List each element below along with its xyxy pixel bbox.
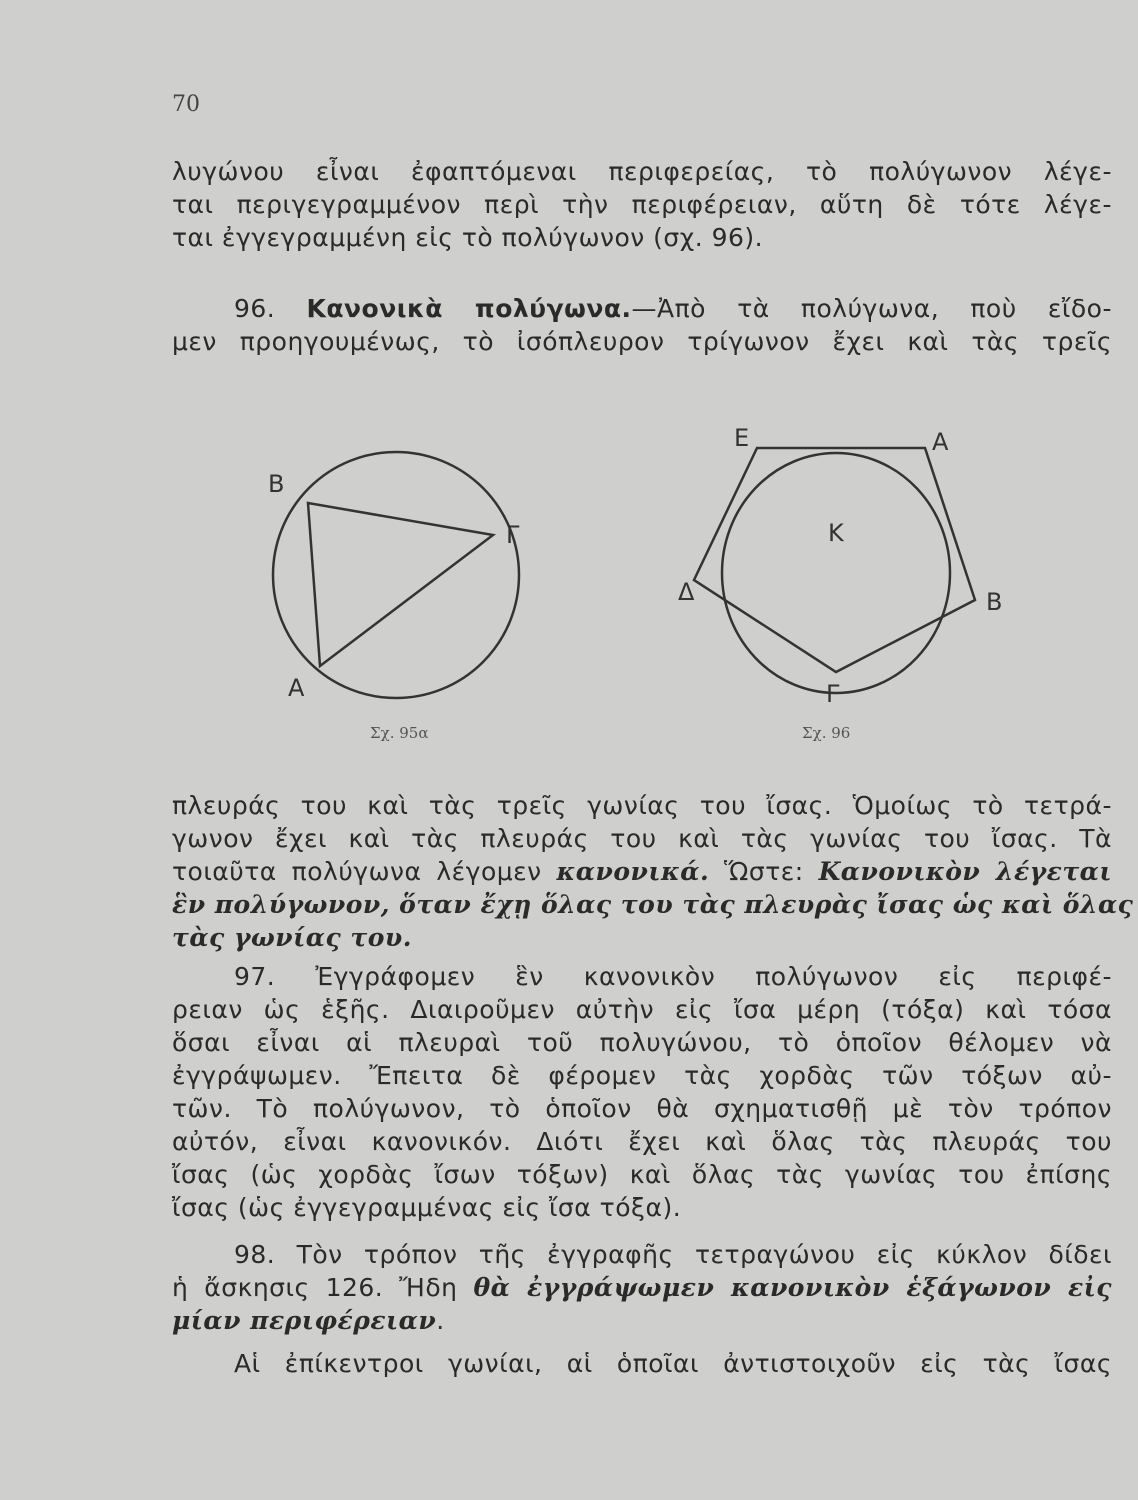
figures-area [0,400,1138,760]
emphasis-term: κανονικά. [556,857,710,886]
circle [273,452,519,698]
vertex-label-g: Γ [826,680,840,708]
text-line: ται περιγεγραμμένον περὶ τὴν περιφέρειαν, αὕτη δὲ τότε λέγε- [172,190,1112,219]
text-line [172,855,1112,888]
text-line [172,1271,1112,1304]
section-number: 96. [234,294,276,323]
page-number: 70 [172,92,200,117]
text-line [172,1304,1112,1337]
emphasis-definition-line: ἓν πολύγωνον, ὅταν ἔχῃ ὅλας του τὰς πλευρὰς ἴσας ὡς καὶ ὅλας [172,890,1134,919]
text-fragment: —Ἀπὸ τὰ πολύγωνα, ποὺ εἴδο- [631,294,1112,323]
text-line: πλευράς του καὶ τὰς τρεῖς γωνίας του ἴσας. Ὁμοίως τὸ τετρά- [172,791,1112,820]
figure-96 [678,424,1002,742]
text-line: ρειαν ὡς ἑξῆς. Διαιροῦμεν αὐτὴν εἰς ἴσα μέρη (τόξα) καὶ τόσα [172,995,1112,1024]
vertex-label-a: Α [932,428,949,456]
intro-paragraph [172,155,1112,254]
section-title: Κανονικὰ πολύγωνα. [306,294,632,323]
section-97 [172,960,1112,1224]
figure-95a [268,452,520,742]
text-line: Αἱ ἐπίκεντροι γωνίαι, αἱ ὁποῖαι ἀντιστοιχοῦν εἰς τὰς ἴσας [234,1349,1112,1378]
vertex-label-a: Α [288,674,305,702]
text-line: μεν προηγουμένως, τὸ ἰσόπλευρον τρίγωνον ἔχει καὶ τὰς τρεῖς [172,327,1112,356]
text-line: ἐγγράψωμεν. Ἔπειτα δὲ φέρομεν τὰς χορδὰς τῶν τόξων αὐ- [172,1061,1112,1090]
figure-caption: Σχ. 96 [802,724,851,742]
center-label-k: Κ [828,519,844,547]
final-paragraph [172,1347,1112,1380]
text-line: 98. Τὸν τρόπον τῆς ἐγγραφῆς τετραγώνου εἰς κύκλον δίδει [234,1240,1112,1269]
emphasis-definition-line: τὰς γωνίας του. [172,923,412,952]
text-line: ἴσας (ὡς χορδὰς ἴσων τόξων) καὶ ὅλας τὰς γωνίας του ἐπίσης [172,1160,1112,1189]
text-line: αὐτόν, εἶναι κανονικόν. Διότι ἔχει καὶ ὅλας τὰς πλευράς του [172,1127,1112,1156]
vertex-label-b: Β [986,588,1003,616]
text-line: γωνον ἔχει καὶ τὰς πλευράς του καὶ τὰς γωνίας του ἴσας. Τὰ [172,824,1112,853]
vertex-label-d: Δ [678,578,695,606]
text-line: 97. Ἐγγράφομεν ἓν κανονικὸν πολύγωνον εἰς περιφέ- [234,962,1112,991]
text-fragment: ἡ ἄσκησις 126. Ἤδη [172,1273,474,1302]
section-98 [172,1238,1112,1337]
vertex-label-e: Ε [734,424,750,452]
vertex-label-b: Β [268,470,285,498]
text-line: λυγώνου εἶναι ἐφαπτόμεναι περιφερείας, τὸ πολύγωνον λέγε- [172,157,1112,186]
emphasis-definition: Κανονικὸν λέγεται [818,857,1113,886]
text-fragment: Ὥστε: [709,857,819,886]
definition-paragraph [172,789,1134,954]
text-fragment: τοιαῦτα πολύγωνα λέγομεν [172,857,557,886]
text-line: ὅσαι εἶναι αἱ πλευραὶ τοῦ πολυγώνου, τὸ ὁποῖον θέλομεν νὰ [172,1028,1112,1057]
emphasis-statement: μίαν περιφέρειαν [172,1306,437,1335]
emphasis-statement: θὰ ἐγγράψωμεν κανονικὸν ἑξάγωνον εἰς [473,1273,1112,1302]
figure-caption: Σχ. 95α [370,724,429,742]
inscribed-circle [722,453,950,693]
inscribed-triangle [308,503,493,666]
vertex-label-g: Γ [506,521,520,549]
section-96-heading-line [172,292,1112,325]
text-line: τῶν. Τὸ πολύγωνον, τὸ ὁποῖον θὰ σχηματισθῇ μὲ τὸν τρόπον [172,1094,1112,1123]
text-line: ἴσας (ὡς ἐγγεγραμμένας εἰς ἴσα τόξα). [172,1193,682,1222]
text-fragment: . [436,1306,445,1335]
section-96 [172,292,1112,358]
text-line: ται ἐγγεγραμμένη εἰς τὸ πολύγωνον (σχ. 96). [172,223,764,252]
